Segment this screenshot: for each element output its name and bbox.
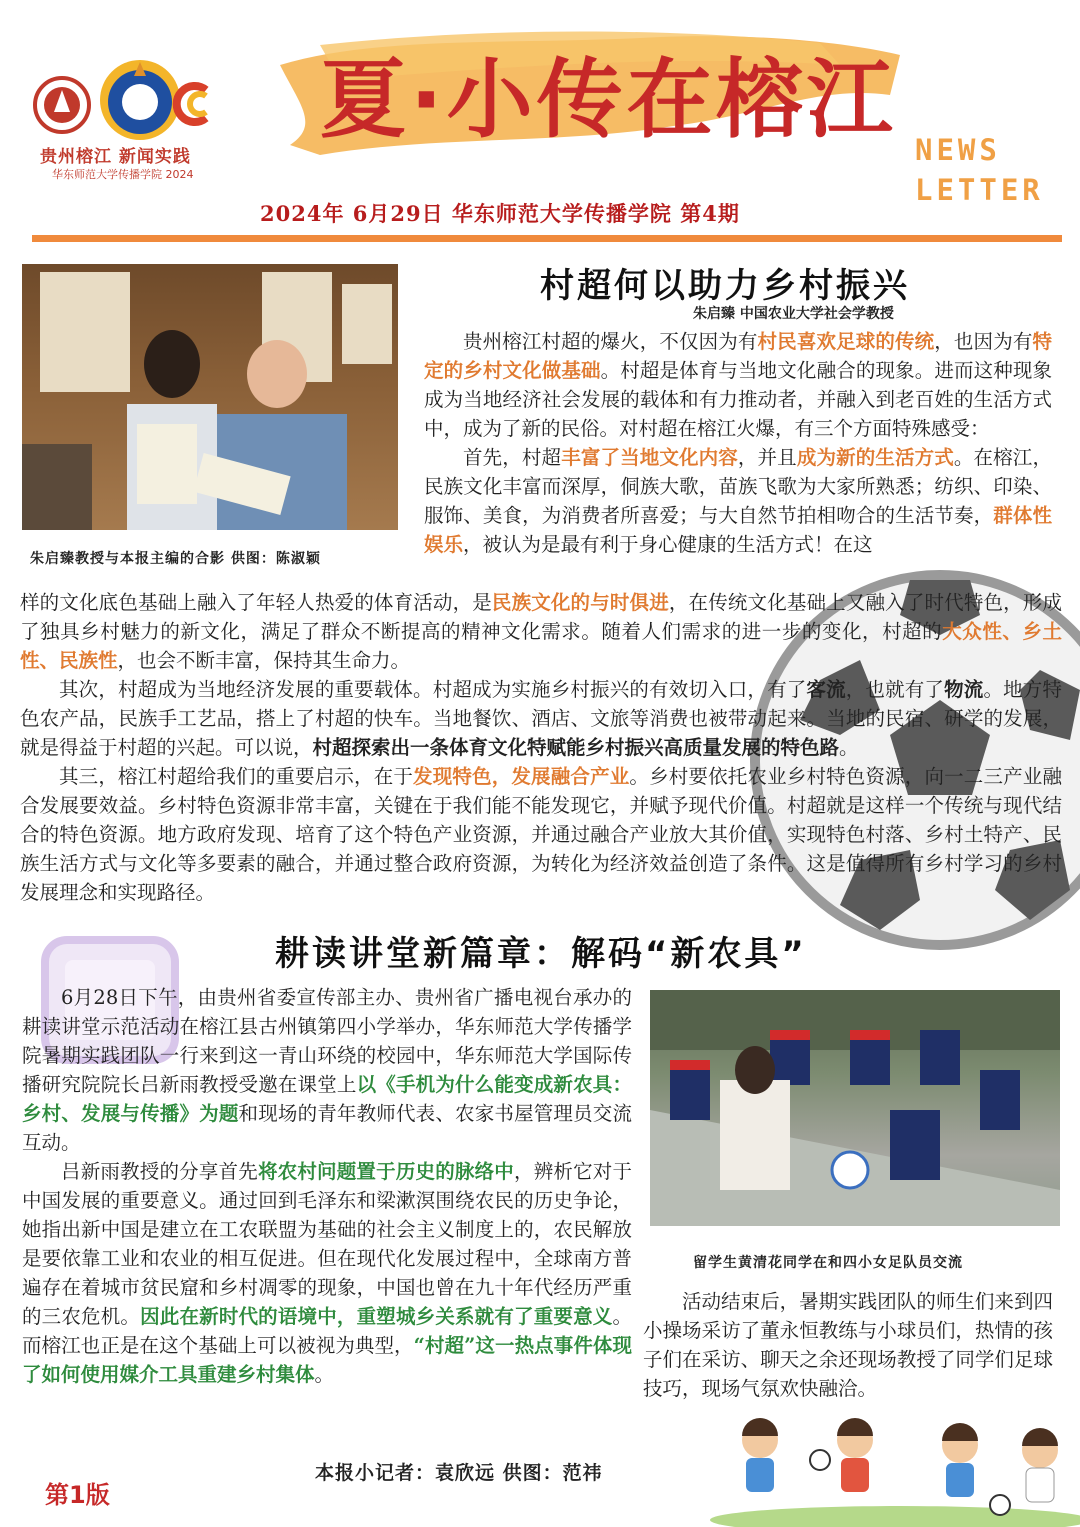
- kids-football-illustration-icon: [700, 1410, 1080, 1527]
- article2-title: 耕读讲堂新篇章：解码“新农具”: [275, 934, 807, 974]
- newsletter-label-line2: LETTER: [915, 173, 1044, 207]
- dateline: 2024年 6月29日 华东师范大学传播学院 第4期: [260, 201, 740, 226]
- article1-paragraph-2: 首先，村超丰富了当地文化内容，并且成为新的生活方式。在榕江，民族文化丰富而深厚，侗族大歌，苗族飞歌为大家所熟悉；纺织、印染、服饰、美食，为消费者所喜爱；与大自然节拍相吻合的生活节奏，群体性娱乐，被认为是最有利于身心健康的生活方式！在这: [424, 446, 1052, 556]
- article1-title: 村超何以助力乡村振兴: [540, 266, 910, 306]
- article2-photo: [650, 990, 1060, 1226]
- article2-column-left: [22, 983, 632, 1389]
- newsletter-label-line1: NEWS: [915, 133, 1001, 167]
- article1-paragraph-4: 其三，榕江村超给我们的重要启示，在于发现特色，发展融合产业。乡村要依托农业乡村特色资源，向一二三产业融合发展要效益。乡村特色资源非常丰富，关键在于我们能不能发现它，并赋予现代价值。村超就是这样一个传统与现代结合的特色资源。地方政府发现、培育了这个特色产业资源，并通过融合产业放大其价值，实现特色村落、乡村土特产、民族生活方式与文化等多要素的融合，并通过整合政府资源，为转化为经济效益创造了条件。这是值得所有乡村学习的乡村发展理念和实现路径。: [20, 765, 1062, 904]
- page-number: 第1版: [45, 1481, 110, 1509]
- article2-paragraph-1: 6月28日下午，由贵州省委宣传部主办、贵州省广播电视台承办的耕读讲堂示范活动在榕江县古州镇第四小学举办，华东师范大学传播学院暑期实践团队一行来到这一青山环绕的校园中，华东师范大学国际传播研究院院长吕新雨教授受邀在课堂上以《手机为什么能变成新农具：乡村、发展与传播》为题和现场的青年教师代表、农家书屋管理员交流互动。: [22, 986, 632, 1154]
- article2-credit: 本报小记者：袁欣远 供图：范祎: [315, 1462, 603, 1484]
- photo-placeholder-icon: [22, 264, 398, 530]
- article1-column-full: [20, 588, 1062, 907]
- article1-photo: [22, 264, 398, 530]
- article1-paragraph-1: 贵州榕江村超的爆火，不仅因为有村民喜欢足球的传统，也因为有特定的乡村文化做基础。村超是体育与当地文化融合的现象。进而这种现象成为当地经济社会发展的载体和有力推动者，并融入到老百姓的生活方式中，成为了新的民俗。对村超在榕江火爆，有三个方面特殊感受：: [424, 330, 1052, 440]
- school-logos-icon: [30, 60, 230, 150]
- article1-byline: 朱启臻 中国农业大学社会学教授: [693, 306, 894, 322]
- article2-photo-caption: 留学生黄清花同学在和四小女足队员交流: [693, 1255, 963, 1271]
- article2-paragraph-3: 活动结束后，暑期实践团队的师生们来到四小操场采访了董永恒教练与小球员们，热情的孩子们在采访、聊天之余还现场教授了同学们足球技巧，现场气氛欢快融洽。: [643, 1290, 1053, 1400]
- newsletter-label: [915, 130, 1044, 210]
- article1-column-right: [424, 327, 1052, 559]
- article1-photo-caption: 朱启臻教授与本报主编的合影 供图：陈淑颖: [30, 551, 321, 567]
- article2-paragraph-2: 吕新雨教授的分享首先将农村问题置于历史的脉络中，辨析它对于中国发展的重要意义。通过回到毛泽东和梁漱溟围绕农民的历史争论，她指出新中国是建立在工农联盟为基础的社会主义制度上的，农民解放是要依靠工业和农业的相互促进。但在现代化发展过程中，全球南方普遍存在着城市贫民窟和乡村凋零的现象，中国也曾在九十年代经历严重的三农危机。因此在新时代的语境中，重塑城乡关系就有了重要意义。而榕江也正是在这个基础上可以被视为典型，“村超”这一热点事件体现了如何使用媒介工具重建乡村集体。: [22, 1160, 632, 1386]
- article2-column-right: [643, 1287, 1053, 1403]
- photo-placeholder-icon: [650, 990, 1060, 1226]
- article1-paragraph-3: 其次，村超成为当地经济发展的重要载体。村超成为实施乡村振兴的有效切入口，有了客流，也就有了物流。地方特色农产品，民族手工艺品，搭上了村超的快车。当地餐饮、酒店、文旅等消费也被带动起来。当地的民宿、研学的发展，就是得益于村超的兴起。可以说，村超探索出一条体育文化特赋能乡村振兴高质量发展的特色路。: [20, 678, 1062, 759]
- logo-caption: 贵州榕江 新闻实践: [40, 147, 191, 167]
- newsletter-title: 夏·小传在榕江: [320, 50, 897, 150]
- header-divider: [32, 235, 1062, 242]
- article1-paragraph-2-cont: 样的文化底色基础上融入了年轻人热爱的体育活动，是民族文化的与时俱进，在传统文化基础上又融入了时代特色，形成了独具乡村魅力的新文化，满足了群众不断提高的精神文化需求。随着人们需求的进一步的变化，村超的大众性、乡土性、民族性，也会不断丰富，保持其生命力。: [20, 591, 1062, 672]
- logo-subcaption: 华东师范大学传播学院 2024: [52, 168, 194, 181]
